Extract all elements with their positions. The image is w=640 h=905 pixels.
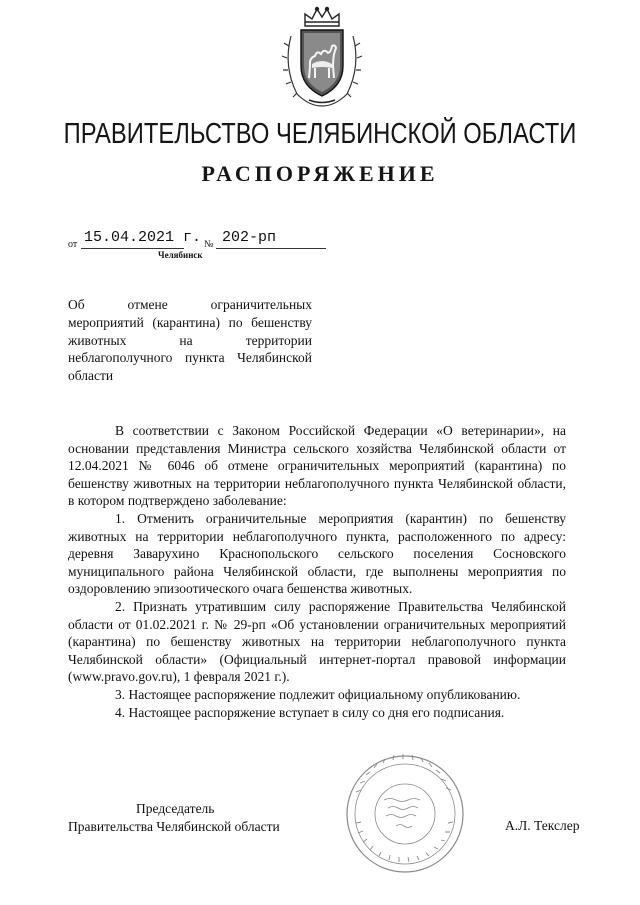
body-paragraph-4: 4. Настоящее распоряжение вступает в силу со дня его подписания. xyxy=(115,704,505,720)
signer-name: А.Л. Текслер xyxy=(505,818,580,833)
document-number: 202-рп xyxy=(222,229,277,246)
city-label: Челябинск xyxy=(158,250,203,260)
date-prefix-label: от xyxy=(68,239,78,250)
number-prefix-label: № xyxy=(204,239,214,250)
number-underline xyxy=(216,248,326,249)
body-paragraph-2: 2. Признать утратившим силу распоряжение Правительства Челябинской области от 01.02.2021 г. № 29-рп «Об установлении ограничительных мероприятий (карантина) по бешенству животных на территории неблагополучного пункта Челябинской области» (Официальный интернет-портал правовой информации (www.pravo.gov.ru), 1 февраля 2021 г.). xyxy=(68,598,566,685)
body-paragraph-preamble: В соответствии с Законом Российской Федерации «О ветеринарии», на основании представления Министра сельского хозяйства Челябинской области от 12.04.2021 № 6046 об отмене ограничительных мероприятий (карантина) по бешенству животных на территории неблагополучного пункта Челябинской области, в котором подтверждено заболевание: xyxy=(68,423,566,509)
date-underline xyxy=(81,248,184,249)
organization-title: ПРАВИТЕЛЬСТВО ЧЕЛЯБИНСКОЙ ОБЛАСТИ xyxy=(63,118,577,150)
signer-position xyxy=(68,800,280,836)
body-paragraph-3: 3. Настоящее распоряжение подлежит официальному опубликованию. xyxy=(115,686,521,702)
official-seal-stamp xyxy=(336,752,474,876)
signer-position-line1: Председатель xyxy=(136,801,215,816)
chelyabinsk-coat-of-arms-icon xyxy=(279,6,365,110)
document-type-heading: РАСПОРЯЖЕНИЕ xyxy=(201,161,439,186)
document-body xyxy=(68,422,566,721)
document-date: 15.04.2021 г. xyxy=(84,229,202,246)
document-subject: Об отмене ограничительных мероприятий (карантина) по бешенству животных на территории неблагополучного пункта Челябинской области xyxy=(68,297,312,384)
signer-position-line2: Правительства Челябинской области xyxy=(68,819,280,834)
body-paragraph-1: 1. Отменить ограничительные мероприятия (карантин) по бешенству животных на территории неблагополучного пункта, расположенного по адресу: деревня Заварухино Краснопольского сельского поселения Сосновского муниципального района Челябинской области, где выполнены мероприятия по оздоровлению эпизоотического очага бешенства животных. xyxy=(68,510,566,597)
